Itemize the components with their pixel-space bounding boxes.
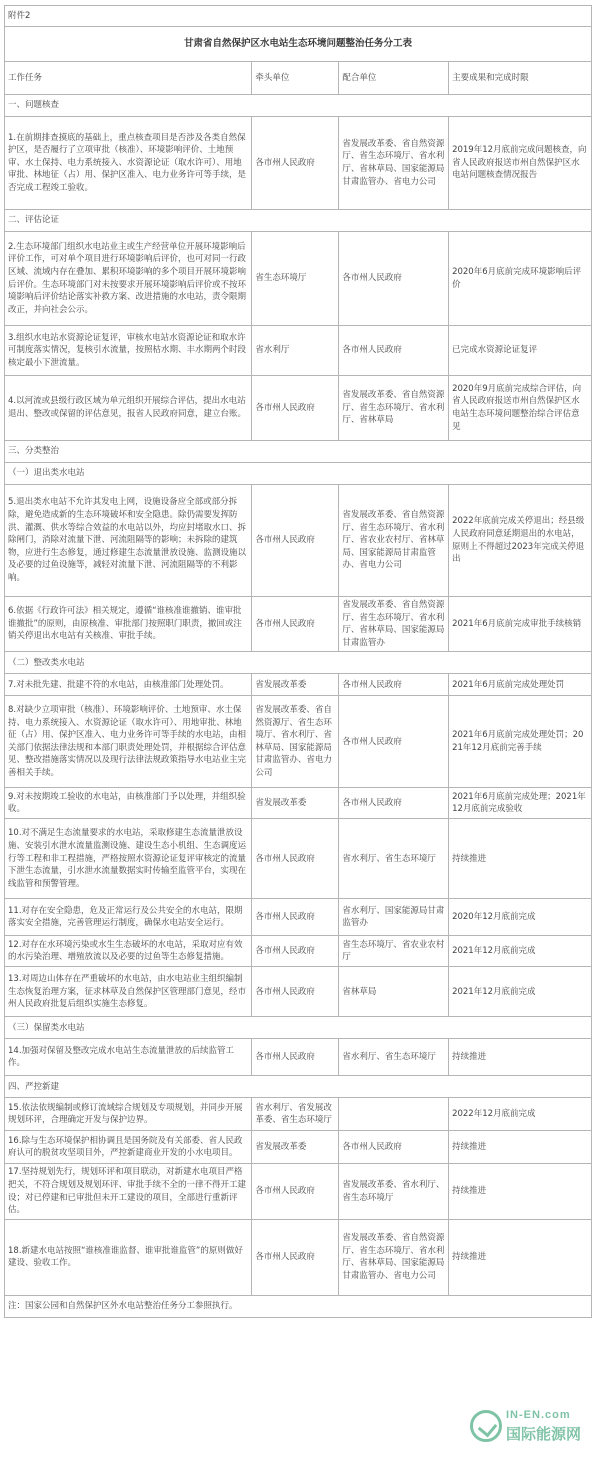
section-heading: 四、严控新建 <box>5 1076 592 1098</box>
table-row <box>5 232 592 326</box>
coop-cell: 省发展改革委、省自然资源厅、省生态环境厅、省水利厅、省林草局、国家能源局甘肃监管办 <box>339 597 449 652</box>
task-cell: 8.对缺少立项审批（核准）、环境影响评价、土地预审、水土保持、电力系统接入、水资源论证（取水许可）、用地审批、林地征（占）用、保护区准入、电力业务许可等手续的水电站，由相关部门依据法律法规和本部门职责处理处罚，并根据综合评估意见、整改措施落实情况以及现行法律法规政策指导水电站业主完善相关手续。 <box>5 696 252 788</box>
header-task: 工作任务 <box>5 62 252 95</box>
result-cell: 2020年9月底前完成综合评估，向省人民政府报送市州自然保护区水电站生态环境问题整治综合评估意见 <box>449 376 592 441</box>
task-cell: 12.对存在水环境污染或水生生态破坏的水电站，采取对应有效的水污染治理、增殖放流以及必要的过鱼等生态修复措施。 <box>5 936 252 967</box>
coop-cell: 各市州人民政府 <box>339 674 449 696</box>
lead-cell: 各市州人民政府 <box>252 936 339 967</box>
task-cell: 9.对未按期竣工验收的水电站，由核准部门予以处理，并组织验收。 <box>5 788 252 819</box>
header-row <box>5 62 592 95</box>
result-cell: 已完成水资源论证复评 <box>449 326 592 376</box>
result-cell: 2021年6月底前完成处理处罚 <box>449 674 592 696</box>
coop-cell: 省发展改革委、省自然资源厅、省生态环境厅、省水利厅、省林草局、国家能源局甘肃监管办、省电力公司 <box>339 1219 449 1295</box>
coop-cell: 各市州人民政府 <box>339 696 449 788</box>
lead-cell: 各市州人民政府 <box>252 899 339 936</box>
task-cell: 6.依据《行政许可法》相关规定，遵循“谁核准谁撤销、谁审批谁撤批”的原则，由原核准、审批部门按照职门职责，撤回或注销关停退出水电站有关核准、审批手续。 <box>5 597 252 652</box>
task-cell: 14.加强对保留及整改完成水电站生态流量泄放的后续监管工作。 <box>5 1039 252 1076</box>
result-cell: 持续推进 <box>449 819 592 899</box>
result-cell: 2021年6月底前完成处理处罚；2021年12月底前完善手续 <box>449 696 592 788</box>
lead-cell: 省生态环境厅 <box>252 232 339 326</box>
table-row <box>5 376 592 441</box>
table-row <box>5 117 592 210</box>
header-result: 主要成果和完成时限 <box>449 62 592 95</box>
lead-cell: 省发展改革委、省自然资源厅、省生态环境厅、省水利厅、省林草局、国家能源局甘肃监管办、省电力公司 <box>252 696 339 788</box>
task-cell: 1.在前期排查摸底的基础上，重点核查项目是否涉及各类自然保护区，是否履行了立项审批（核准）、环境影响评价、土地预审、水土保持、电力系统接入、水资源论证（取水许可）、用地审批、林地征（占）用、保护区准入、电力业务许可等手续，是否完成工程竣工验收。 <box>5 117 252 210</box>
coop-cell <box>339 1098 449 1131</box>
lead-cell: 各市州人民政府 <box>252 1219 339 1295</box>
coop-cell: 省林草局 <box>339 967 449 1017</box>
subsection-heading: （二）整改类水电站 <box>5 652 592 674</box>
check-circle-icon <box>470 1410 502 1442</box>
watermark-cn: 国际能源网 <box>506 1425 582 1443</box>
result-cell: 持续推进 <box>449 1164 592 1219</box>
coop-cell: 省发展改革委、省自然资源厅、省生态环境厅、省水利厅、省林草局、国家能源局甘肃监管办、省电力公司 <box>339 117 449 210</box>
task-cell: 7.对未批先建、批建不符的水电站，由核准部门处理处罚。 <box>5 674 252 696</box>
lead-cell: 各市州人民政府 <box>252 819 339 899</box>
coop-cell: 省生态环境厅、省农业农村厅 <box>339 936 449 967</box>
task-cell: 3.组织水电站水资源论证复评，审核水电站水资源论证和取水许可制度落实情况，复核引水流量，按照枯水期、丰水期两个时段核定最小下泄流量。 <box>5 326 252 376</box>
header-coop: 配合单位 <box>339 62 449 95</box>
coop-cell: 省发展改革委、省自然资源厅、省生态环境厅、省水利厅、省林草局 <box>339 376 449 441</box>
result-cell: 持续推进 <box>449 1131 592 1164</box>
result-cell: 2022年12月底前完成 <box>449 1098 592 1131</box>
subsection-heading: （三）保留类水电站 <box>5 1017 592 1039</box>
coop-cell: 各市州人民政府 <box>339 232 449 326</box>
subsection-heading: （一）退出类水电站 <box>5 463 592 485</box>
attachment-label: 附件2 <box>5 6 592 27</box>
coop-cell: 省发展改革委、省水利厅、省生态环境厅 <box>339 1164 449 1219</box>
table-row <box>5 1131 592 1164</box>
coop-cell: 各市州人民政府 <box>339 1131 449 1164</box>
lead-cell: 各市州人民政府 <box>252 967 339 1017</box>
result-cell: 2021年6月底前完成处理；2021年12月底前完成验收 <box>449 788 592 819</box>
task-cell: 15.依法依规编制或修订流域综合规划及专项规划，并同步开展规划环评，合理确定开发与保护边界。 <box>5 1098 252 1131</box>
lead-cell: 省发展改革委 <box>252 1131 339 1164</box>
result-cell: 2021年12月底前完成 <box>449 967 592 1017</box>
coop-cell: 省水利厅、国家能源局甘肃监管办 <box>339 899 449 936</box>
header-lead: 牵头单位 <box>252 62 339 95</box>
coop-cell: 省水利厅、省生态环境厅 <box>339 819 449 899</box>
lead-cell: 省水利厅 <box>252 326 339 376</box>
lead-cell: 省水利厅、省发展改革委、省生态环境厅 <box>252 1098 339 1131</box>
result-cell: 2020年12月底前完成 <box>449 899 592 936</box>
coop-cell: 省发展改革委、省自然资源厅、省生态环境厅、省水利厅、省农业农村厅、省林草局、国家能源局甘肃监管办、省电力公司 <box>339 485 449 597</box>
lead-cell: 各市州人民政府 <box>252 597 339 652</box>
lead-cell: 各市州人民政府 <box>252 485 339 597</box>
task-cell: 10.对不满足生态流量要求的水电站，采取修建生态流量泄放设施、安装引水泄水流量监测设施、建设生态小机组、生态调度运行等工程和非工程措施，严格按照水资源论证复评审核定的流量下泄生态流量，引水泄水流量数据实时传输至监管平台，实现在线监管和预警管理。 <box>5 819 252 899</box>
table-row <box>5 819 592 899</box>
table-row <box>5 1039 592 1076</box>
section-heading: 三、分类整治 <box>5 441 592 463</box>
task-cell: 5.退出类水电站不允许其发电上网，设施设备应全部或部分拆除，避免造成新的生态环境破坏和安全隐患。除仍需要发挥防洪、灌溉、供水等综合效益的水电站以外，均应封堵取水口、拆除闸门，消除对流量下泄、河流阻隔等的影响；未拆除的建筑物，应进行生态修复，通过修建生态流量泄放设施、监测设施以及必要的过鱼设施等，减轻对流量下泄、河流阻隔等的不利影响。 <box>5 485 252 597</box>
coop-cell: 各市州人民政府 <box>339 788 449 819</box>
result-cell: 持续推进 <box>449 1219 592 1295</box>
result-cell: 2022年底前完成关停退出；经县级人民政府同意延期退出的水电站，原则上不得超过2023年完成关停退出 <box>449 485 592 597</box>
result-cell: 持续推进 <box>449 1039 592 1076</box>
task-division-table <box>4 5 592 1318</box>
task-cell: 13.对周边山体存在严重破坏的水电站，由水电站业主组织编制生态恢复治理方案，征求林草及自然保护区管理部门意见，经市州人民政府批复后组织实施生态修复。 <box>5 967 252 1017</box>
table-note: 注：国家公园和自然保护区外水电站整治任务分工参照执行。 <box>5 1295 592 1317</box>
table-row <box>5 674 592 696</box>
table-row <box>5 936 592 967</box>
table-row <box>5 696 592 788</box>
lead-cell: 各市州人民政府 <box>252 376 339 441</box>
site-watermark <box>470 1408 594 1448</box>
watermark-en: IN-EN.com <box>506 1409 571 1421</box>
result-cell: 2020年6月底前完成环境影响后评价 <box>449 232 592 326</box>
task-cell: 4.以河流或县级行政区域为单元组织开展综合评估，提出水电站退出、整改或保留的评估意见，报省人民政府同意，建立台账。 <box>5 376 252 441</box>
section-heading: 一、问题核查 <box>5 95 592 117</box>
task-cell: 11.对存在安全隐患，危及正常运行及公共安全的水电站，限期落实安全措施，完善管理运行制度，确保水电站安全运行。 <box>5 899 252 936</box>
table-row <box>5 1164 592 1219</box>
task-cell: 16.除与生态环境保护相协调且是国务院及有关部委、省人民政府认可的脱贫攻坚项目外，严控新建商业开发的小水电项目。 <box>5 1131 252 1164</box>
table-row <box>5 1098 592 1131</box>
table-row <box>5 899 592 936</box>
result-cell: 2021年12月底前完成 <box>449 936 592 967</box>
lead-cell: 省发展改革委 <box>252 788 339 819</box>
table-title: 甘肃省自然保护区水电站生态环境问题整治任务分工表 <box>5 27 592 62</box>
table-row <box>5 485 592 597</box>
result-cell: 2021年6月底前完成审批手续核销 <box>449 597 592 652</box>
coop-cell: 省水利厅、省生态环境厅 <box>339 1039 449 1076</box>
lead-cell: 各市州人民政府 <box>252 117 339 210</box>
lead-cell: 各市州人民政府 <box>252 1039 339 1076</box>
result-cell: 2019年12月底前完成问题核查，向省人民政府报送市州自然保护区水电站问题核查情况报告 <box>449 117 592 210</box>
table-row <box>5 326 592 376</box>
lead-cell: 各市州人民政府 <box>252 1164 339 1219</box>
task-cell: 18.新建水电站按照“谁核准谁监督、谁审批谁监管”的原则做好建设、验收工作。 <box>5 1219 252 1295</box>
table-row <box>5 967 592 1017</box>
section-heading: 二、评估论证 <box>5 210 592 232</box>
task-cell: 2.生态环境部门组织水电站业主或生产经营单位开展环境影响后评价工作，可对单个项目进行环境影响后评价，也可对同一行政区域、流域内存在叠加、累积环境影响的多个项目开展环境影响后评价。生态环境部门对未按要求开展环境影响后评价或不按环境影响后评价结论落实补救方案、改进措施的水电站，责令限期改正，并向社会公示。 <box>5 232 252 326</box>
lead-cell: 省发展改革委 <box>252 674 339 696</box>
task-cell: 17.坚持规划先行，规划环评和项目联动，对新建水电项目严格把关，不符合规划及规划环评、审批手续不全的一律不得开工建设；对已停建和已审批但未开工建设的项目，全部进行重新评估。 <box>5 1164 252 1219</box>
coop-cell: 各市州人民政府 <box>339 326 449 376</box>
table-row <box>5 597 592 652</box>
table-row <box>5 1219 592 1295</box>
table-row <box>5 788 592 819</box>
